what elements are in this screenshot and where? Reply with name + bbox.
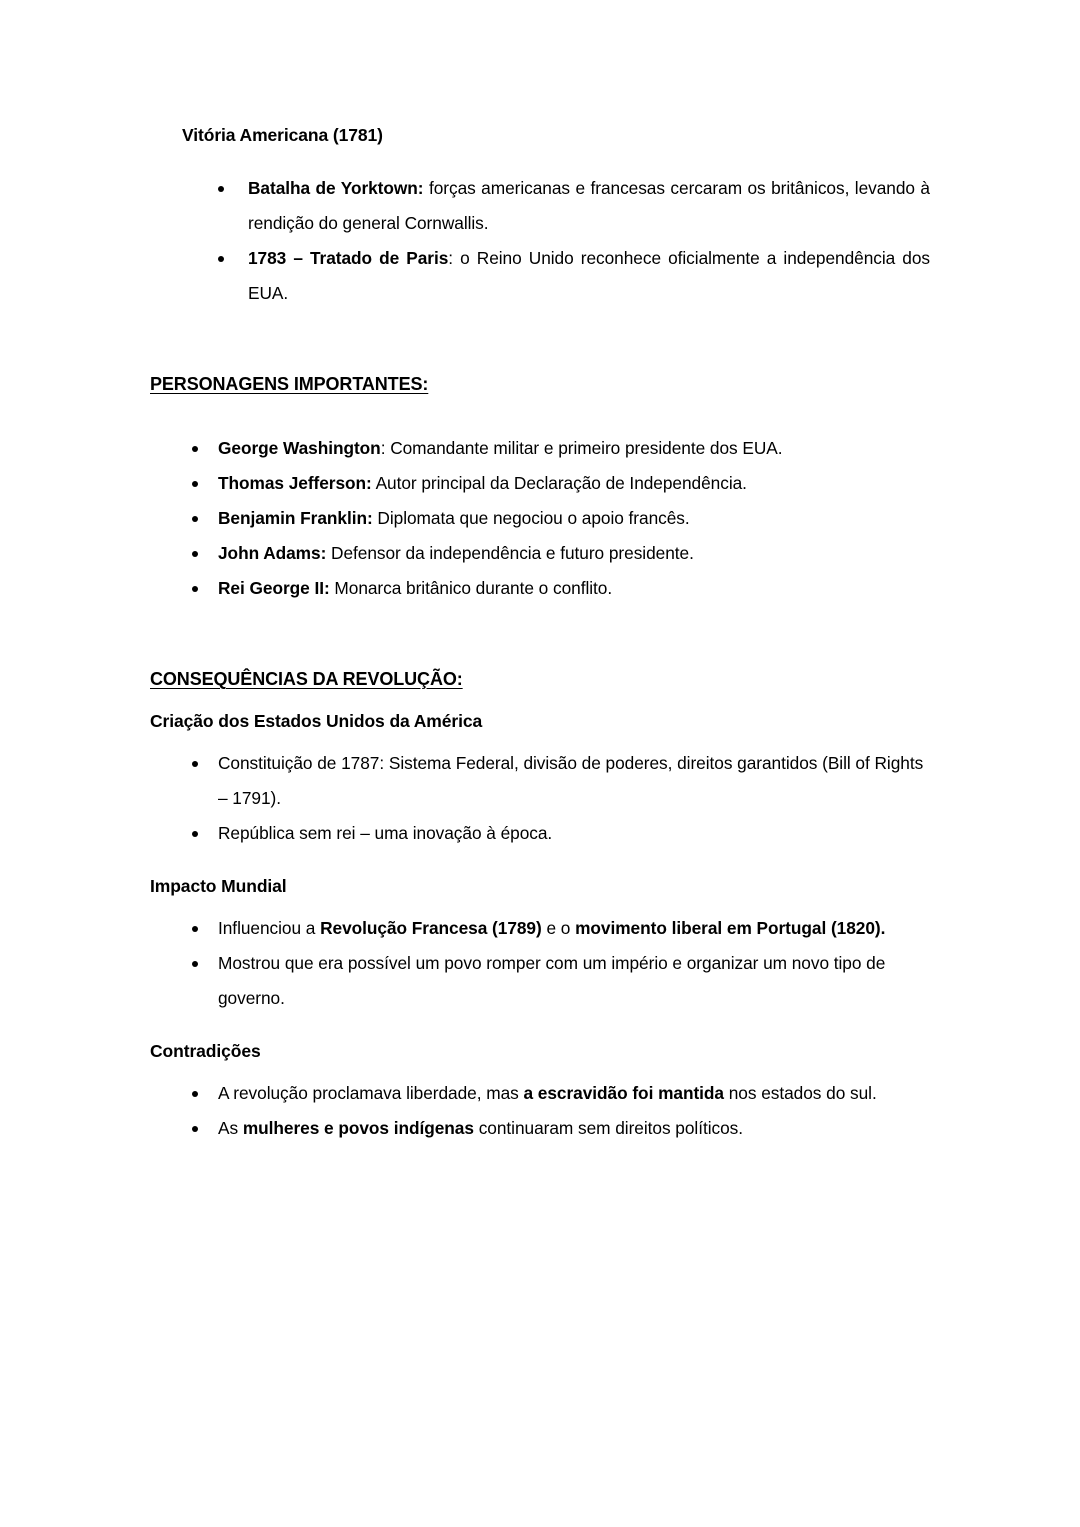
bullet-text-mid: continuaram sem direitos políticos. <box>473 1118 743 1138</box>
bullet-lead-label: Thomas Jefferson: <box>218 473 372 493</box>
list-impacto-mundial <box>150 911 930 1016</box>
heading-contradicoes: Contradições <box>150 1041 261 1061</box>
bullet-body-text: Defensor da independência e futuro presidente. <box>326 543 694 563</box>
bullet-lead-label: Benjamin Franklin: <box>218 508 373 528</box>
heading-consequencias-da-revolucao: CONSEQUÊNCIAS DA REVOLUÇÃO: <box>150 669 463 689</box>
heading-impacto-mundial: Impacto Mundial <box>150 876 287 896</box>
bullet-lead-label: 1783 – Tratado de Paris <box>248 248 449 268</box>
bullet-body-text: Monarca britânico durante o conflito. <box>329 578 613 598</box>
bullet-text-pre: Influenciou a <box>218 918 321 938</box>
bullet-text-mid: nos estados do sul. <box>723 1083 877 1103</box>
list-item <box>150 1111 930 1146</box>
bullet-body-text: Diplomata que negociou o apoio francês. <box>372 508 690 528</box>
list-personagens <box>150 431 930 606</box>
spacer <box>150 696 930 704</box>
list-item <box>150 911 930 946</box>
bullet-body-text: : Comandante militar e primeiro presidente dos EUA. <box>380 438 783 458</box>
list-item <box>150 536 930 571</box>
bullet-text-pre: As <box>218 1118 243 1138</box>
bullet-lead-label: George Washington <box>218 438 381 458</box>
list-item <box>150 431 930 466</box>
bullet-body-text: forças americanas e francesas cercaram os britânicos, levando à rendição do general Cornwallis. <box>248 178 930 233</box>
bullet-body-text: República sem rei – uma inovação à época. <box>218 823 553 843</box>
list-item <box>150 946 930 1016</box>
list-item <box>150 1076 930 1111</box>
list-item <box>150 571 930 606</box>
list-item <box>150 816 930 851</box>
bullet-text-pre: A revolução proclamava liberdade, mas <box>218 1083 524 1103</box>
bullet-text-emphasis: Revolução Francesa (1789) <box>320 918 542 938</box>
spacer <box>150 1068 930 1076</box>
spacer <box>150 903 930 911</box>
bullet-body-text: Constituição de 1787: Sistema Federal, divisão de poderes, direitos garantidos (Bill of Rights – 1791). <box>218 753 924 808</box>
heading-vitoria-americana: Vitória Americana (1781) <box>182 125 383 145</box>
list-vitoria-americana <box>150 171 930 311</box>
list-contradicoes <box>150 1076 930 1146</box>
bullet-body-text: Mostrou que era possível um povo romper com um império e organizar um novo tipo de governo. <box>218 953 886 1008</box>
list-item <box>150 241 930 311</box>
list-criacao-dos-estados-unidos <box>150 746 930 851</box>
bullet-lead-label: John Adams: <box>218 543 327 563</box>
bullet-body-text: : o Reino Unido reconhece oficialmente a independência dos EUA. <box>248 248 930 303</box>
bullet-text-emphasis: mulheres e povos indígenas <box>242 1118 474 1138</box>
bullet-lead-label: Batalha de Yorktown: <box>248 178 424 198</box>
list-item <box>150 171 930 241</box>
bullet-lead-label: Rei George II: <box>218 578 330 598</box>
bullet-text-mid: e o <box>541 918 576 938</box>
bullet-text-emphasis: movimento liberal em Portugal (1820). <box>575 918 886 938</box>
bullet-text-emphasis: a escravidão foi mantida <box>523 1083 724 1103</box>
list-item <box>150 501 930 536</box>
spacer <box>150 606 930 662</box>
list-item <box>150 746 930 816</box>
spacer <box>150 311 930 367</box>
heading-personagens-importantes: PERSONAGENS IMPORTANTES: <box>150 374 429 394</box>
list-item <box>150 466 930 501</box>
heading-criacao-dos-estados-unidos: Criação dos Estados Unidos da América <box>150 711 483 731</box>
spacer <box>150 1016 930 1034</box>
spacer <box>150 153 930 171</box>
bullet-body-text: Autor principal da Declaração de Independência. <box>371 473 747 493</box>
spacer <box>150 851 930 869</box>
document-content <box>150 118 930 1146</box>
spacer <box>150 401 930 431</box>
spacer <box>150 738 930 746</box>
